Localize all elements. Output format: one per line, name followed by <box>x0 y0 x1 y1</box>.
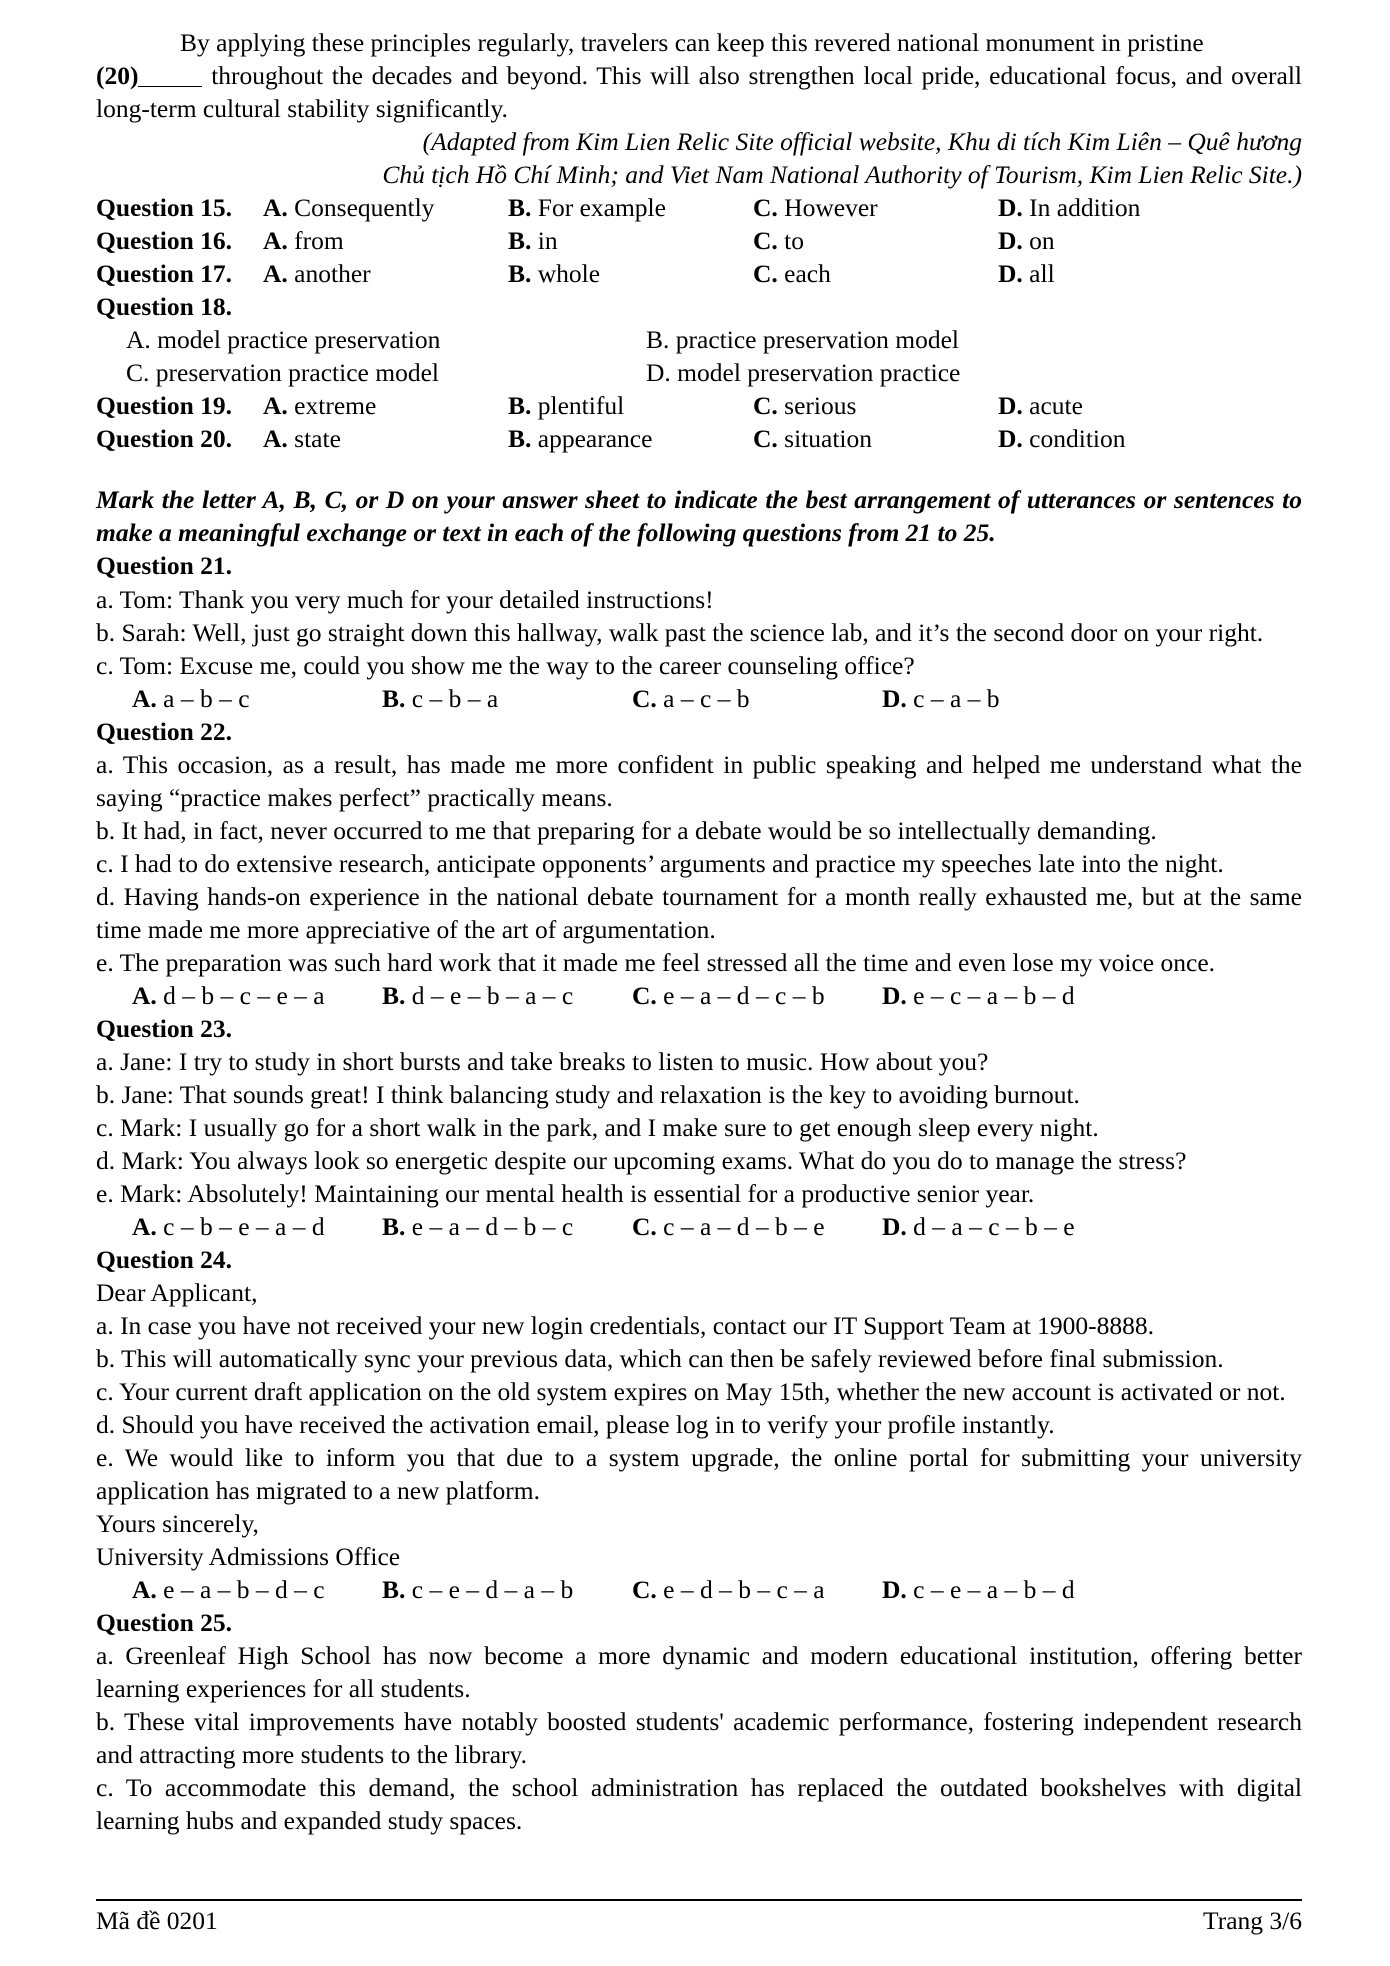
option-letter: C. <box>632 683 657 713</box>
question-17-option-d[interactable] <box>998 257 1055 290</box>
option-text: plentiful <box>537 391 625 421</box>
option-text: model practice preservation <box>157 325 441 355</box>
question-25-label: Question 25. <box>96 1607 233 1637</box>
option-letter: B. <box>508 193 532 223</box>
question-22-option-c[interactable] <box>632 979 882 1012</box>
option-text: c – e – a – b – d <box>913 1574 1075 1604</box>
question-15-option-a[interactable] <box>263 191 508 224</box>
question-23-utterance-d: d. Mark: You always look so energetic despite our upcoming exams. What do you do to manage the stress? <box>96 1145 1187 1175</box>
option-text: condition <box>1029 424 1126 454</box>
question-23-utterance-c: c. Mark: I usually go for a short walk in the park, and I make sure to get enough sleep every night. <box>96 1112 1099 1142</box>
question-16-option-b[interactable] <box>508 224 753 257</box>
option-letter: C. <box>753 193 778 223</box>
option-letter: A. <box>263 424 288 454</box>
question-23-option-b[interactable] <box>382 1210 632 1243</box>
source-line-2: Chủ tịch Hồ Chí Minh; and Viet Nam National Authority of Tourism, Kim Lien Relic Site.) <box>382 160 1302 190</box>
question-24-utterance-c: c. Your current draft application on the old system expires on May 15th, whether the new account is activated or not. <box>96 1376 1286 1406</box>
option-letter: A. <box>132 683 157 713</box>
question-22-option-b[interactable] <box>382 979 632 1012</box>
option-letter: A. <box>263 391 288 421</box>
question-22-label: Question 22. <box>96 716 233 746</box>
option-text: e – c – a – b – d <box>913 980 1075 1010</box>
question-17-option-b[interactable] <box>508 257 753 290</box>
question-21-option-a[interactable] <box>132 682 382 715</box>
question-25-utterance-a: a. Greenleaf High School has now become a more dynamic and modern educational institution, offering better learning experiences for all students. <box>96 1641 1302 1704</box>
question-24-utterance-b: b. This will automatically sync your previous data, which can then be safely reviewed before final submission. <box>96 1343 1224 1373</box>
question-23-option-d[interactable] <box>882 1210 1075 1243</box>
question-23-utterance-e: e. Mark: Absolutely! Maintaining our mental health is essential for a productive senior year. <box>96 1178 1035 1208</box>
question-16-option-d[interactable] <box>998 224 1055 257</box>
option-letter: C. <box>753 391 778 421</box>
option-letter: D. <box>882 1574 907 1604</box>
question-21-option-b[interactable] <box>382 682 632 715</box>
option-text: a – b – c <box>163 683 250 713</box>
question-24-closing-2: University Admissions Office <box>96 1541 401 1571</box>
option-letter: B. <box>382 1574 406 1604</box>
source-line-1: (Adapted from Kim Lien Relic Site official website, Khu di tích Kim Liên – Quê hương <box>422 127 1302 157</box>
option-text: model preservation practice <box>677 358 961 388</box>
option-text: serious <box>784 391 857 421</box>
option-letter: B. <box>382 1211 406 1241</box>
question-21-utterance-c: c. Tom: Excuse me, could you show me the way to the career counseling office? <box>96 650 915 680</box>
option-letter: C. <box>126 358 150 388</box>
question-21-option-d[interactable] <box>882 682 1000 715</box>
option-text: practice preservation model <box>675 325 959 355</box>
option-text: c – a – d – b – e <box>663 1211 825 1241</box>
option-letter: B. <box>508 391 532 421</box>
question-19-row <box>96 389 1302 422</box>
option-letter: A. <box>132 980 157 1010</box>
option-letter: A. <box>126 325 151 355</box>
question-19-option-c[interactable] <box>753 389 998 422</box>
question-21-option-c[interactable] <box>632 682 882 715</box>
question-15-row <box>96 191 1302 224</box>
question-24-utterance-e: e. We would like to inform you that due to a system upgrade, the online portal for submitting your university application has migrated to a new platform. <box>96 1442 1302 1505</box>
instruction-line-2: sentences to make a meaningful exchange or text in each of the following questions from 21 to 25. <box>96 485 1302 548</box>
option-text: situation <box>784 424 873 454</box>
question-22-utterance-c: c. I had to do extensive research, anticipate opponents’ arguments and practice my speeches late into the night. <box>96 848 1224 878</box>
option-letter: C. <box>632 1574 657 1604</box>
blank-number-20: (20) <box>96 61 139 91</box>
question-21-label: Question 21. <box>96 551 233 581</box>
option-letter: D. <box>998 193 1023 223</box>
question-20-label: Question 20. <box>96 424 233 454</box>
option-text: to <box>784 226 805 256</box>
passage-after-blank: throughout the decades and beyond. This will also strengthen local pride, educational focus, and overall long-term cultural stability significantly. <box>96 61 1302 124</box>
question-24-option-d[interactable] <box>882 1573 1075 1606</box>
option-letter: A. <box>263 226 288 256</box>
question-23-options <box>96 1210 1302 1243</box>
question-24-closing-1: Yours sincerely, <box>96 1508 259 1538</box>
question-21-utterance-b: b. Sarah: Well, just go straight down this hallway, walk past the science lab, and it’s the second door on your right. <box>96 617 1264 647</box>
question-18-option-b[interactable] <box>646 323 959 356</box>
section-spacer <box>96 455 1302 483</box>
option-text: e – a – d – b – c <box>411 1211 574 1241</box>
question-24-option-a[interactable] <box>132 1573 382 1606</box>
question-22-utterance-d: d. Having hands-on experience in the national debate tournament for a month really exhausted me, but at the same time made me more appreciative of the art of argumentation. <box>96 881 1302 944</box>
option-letter: A. <box>263 193 288 223</box>
question-17-option-c[interactable] <box>753 257 998 290</box>
option-text: acute <box>1029 391 1083 421</box>
arrangement-instruction <box>96 483 1302 549</box>
option-text: a – c – b <box>663 683 750 713</box>
option-letter: B. <box>646 325 670 355</box>
option-letter: C. <box>632 1211 657 1241</box>
question-24-option-c[interactable] <box>632 1573 882 1606</box>
option-text: on <box>1029 226 1055 256</box>
option-letter: C. <box>753 259 778 289</box>
question-18-option-a[interactable] <box>126 323 646 356</box>
option-letter: D. <box>998 391 1023 421</box>
option-letter: B. <box>382 980 406 1010</box>
option-text: state <box>294 424 341 454</box>
option-text: each <box>784 259 831 289</box>
option-text: c – a – b <box>913 683 1000 713</box>
question-22-option-d[interactable] <box>882 979 1075 1012</box>
option-text: d – e – b – a – c <box>411 980 574 1010</box>
option-text: whole <box>537 259 601 289</box>
footer-content <box>96 1905 1302 1938</box>
option-text: c – b – a <box>411 683 499 713</box>
option-letter: D. <box>998 259 1023 289</box>
option-letter: A. <box>263 259 288 289</box>
question-22-options <box>96 979 1302 1012</box>
option-letter: B. <box>508 226 532 256</box>
option-letter: D. <box>998 424 1023 454</box>
question-17-option-a[interactable] <box>263 257 508 290</box>
option-letter: C. <box>753 226 778 256</box>
question-18-option-d[interactable] <box>646 356 960 389</box>
option-text: preservation practice model <box>155 358 439 388</box>
question-15-label: Question 15. <box>96 193 233 223</box>
question-18-option-c[interactable] <box>126 356 646 389</box>
question-23-option-c[interactable] <box>632 1210 882 1243</box>
question-22-utterance-e: e. The preparation was such hard work that it made me feel stressed all the time and even lose my voice once. <box>96 947 1216 977</box>
question-18-row-1 <box>96 323 1302 356</box>
question-24-label: Question 24. <box>96 1244 233 1274</box>
option-letter: B. <box>382 683 406 713</box>
question-20-option-c[interactable] <box>753 422 998 455</box>
question-24-options <box>96 1573 1302 1606</box>
question-19-option-d[interactable] <box>998 389 1083 422</box>
question-25-utterance-b: b. These vital improvements have notably boosted students' academic performance, fostering independent research and attracting more students to the library. <box>96 1707 1302 1770</box>
option-text: appearance <box>537 424 653 454</box>
option-text: Consequently <box>294 193 435 223</box>
option-letter: B. <box>508 424 532 454</box>
page-number: Trang 3/6 <box>1203 1906 1302 1936</box>
question-23-utterance-a: a. Jane: I try to study in short bursts and take breaks to listen to music. How about you? <box>96 1046 989 1076</box>
question-15-option-b[interactable] <box>508 191 753 224</box>
option-letter: A. <box>132 1574 157 1604</box>
option-letter: D. <box>882 980 907 1010</box>
option-text: e – a – d – c – b <box>663 980 825 1010</box>
option-text: However <box>784 193 878 223</box>
question-16-row <box>96 224 1302 257</box>
question-20-option-b[interactable] <box>508 422 753 455</box>
question-21-options <box>96 682 1302 715</box>
question-24-option-b[interactable] <box>382 1573 632 1606</box>
question-24-salutation: Dear Applicant, <box>96 1277 258 1307</box>
question-16-option-c[interactable] <box>753 224 998 257</box>
option-text: d – a – c – b – e <box>913 1211 1075 1241</box>
option-text: all <box>1029 259 1055 289</box>
question-20-row <box>96 422 1302 455</box>
option-text: extreme <box>294 391 377 421</box>
question-24-utterance-a: a. In case you have not received your new login credentials, contact our IT Support Team at 1900-8888. <box>96 1310 1155 1340</box>
option-text: from <box>294 226 344 256</box>
question-22-utterance-a: a. This occasion, as a result, has made me more confident in public speaking and helped me understand what the saying “practice makes perfect” practically means. <box>96 749 1302 812</box>
option-text: c – e – d – a – b <box>411 1574 574 1604</box>
option-text: another <box>294 259 371 289</box>
option-letter: D. <box>998 226 1023 256</box>
question-16-label: Question 16. <box>96 226 233 256</box>
question-19-label: Question 19. <box>96 391 233 421</box>
question-21-utterance-a: a. Tom: Thank you very much for your detailed instructions! <box>96 584 714 614</box>
question-18-label: Question 18. <box>96 292 233 322</box>
passage-paragraph <box>96 26 1302 125</box>
question-23-utterance-b: b. Jane: That sounds great! I think balancing study and relaxation is the key to avoiding burnout. <box>96 1079 1080 1109</box>
option-text: In addition <box>1029 193 1141 223</box>
question-23-label: Question 23. <box>96 1013 233 1043</box>
option-letter: D. <box>646 358 671 388</box>
question-15-option-d[interactable] <box>998 191 1140 224</box>
option-letter: D. <box>882 1211 907 1241</box>
question-17-row <box>96 257 1302 290</box>
question-23-option-a[interactable] <box>132 1210 382 1243</box>
option-text: For example <box>537 193 666 223</box>
source-attribution <box>96 125 1302 191</box>
question-25-utterance-c: c. To accommodate this demand, the school administration has replaced the outdated bookshelves with digital learning hubs and expanded study spaces. <box>96 1773 1302 1836</box>
option-letter: B. <box>508 259 532 289</box>
option-letter: A. <box>132 1211 157 1241</box>
option-text: c – b – e – a – d <box>163 1211 325 1241</box>
question-22-option-a[interactable] <box>132 979 382 1012</box>
question-20-option-d[interactable] <box>998 422 1126 455</box>
question-24-utterance-d: d. Should you have received the activation email, please log in to verify your profile instantly. <box>96 1409 1055 1439</box>
option-letter: D. <box>882 683 907 713</box>
option-letter: C. <box>632 980 657 1010</box>
question-18-row-2 <box>96 356 1302 389</box>
question-19-option-a[interactable] <box>263 389 508 422</box>
question-16-option-a[interactable] <box>263 224 508 257</box>
answer-blank-20[interactable] <box>138 86 202 87</box>
question-22-utterance-b: b. It had, in fact, never occurred to me that preparing for a debate would be so intellectually demanding. <box>96 815 1157 845</box>
option-text: d – b – c – e – a <box>163 980 325 1010</box>
option-letter: C. <box>753 424 778 454</box>
footer-divider <box>96 1899 1302 1901</box>
option-text: e – a – b – d – c <box>163 1574 325 1604</box>
question-20-option-a[interactable] <box>263 422 508 455</box>
passage-line-start: By applying these principles regularly, travelers can keep this revered national monument in pristine <box>180 28 1204 57</box>
page-footer <box>96 1899 1302 1938</box>
question-15-option-c[interactable] <box>753 191 998 224</box>
question-17-label: Question 17. <box>96 259 233 289</box>
question-19-option-b[interactable] <box>508 389 753 422</box>
exam-code: Mã đề 0201 <box>96 1906 218 1936</box>
option-text: in <box>537 226 558 256</box>
instruction-line-1: Mark the letter A, B, C, or D on your answer sheet to indicate the best arrangement of utterances or <box>96 485 1167 515</box>
option-text: e – d – b – c – a <box>663 1574 825 1604</box>
